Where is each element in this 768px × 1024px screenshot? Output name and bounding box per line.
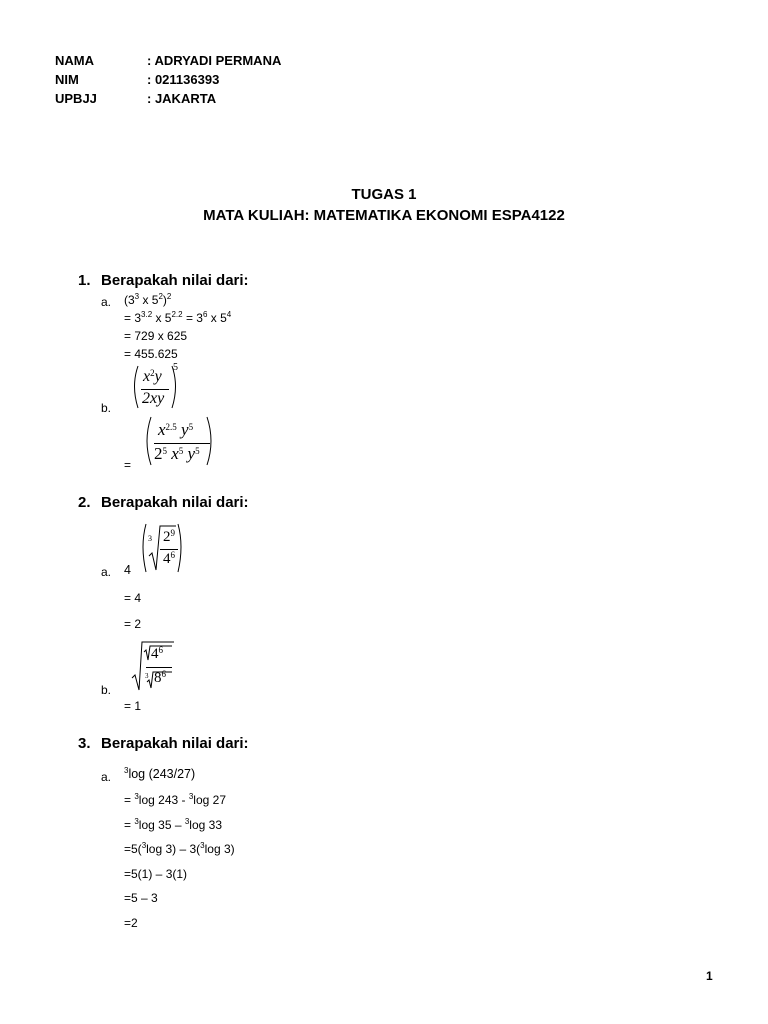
q2-b-line2: = 1 — [124, 699, 142, 713]
q3-heading: Berapakah nilai dari: — [101, 735, 249, 752]
q1-a-line1: ($3^3$ x $5^2)^2$ — [124, 292, 172, 307]
q1-b2-numerator: $x^{2.5}$ $y^5$ — [158, 420, 194, 439]
q2-a-denominator: $4^6$ — [163, 550, 175, 567]
q1-b-denominator: 2xy — [142, 390, 165, 407]
page-number: 1 — [706, 969, 713, 983]
q1-b2-denominator: $2^5$ $x^5$ $y^5$ — [154, 444, 200, 463]
q3-a-line5: =5(1) – 3(1) — [124, 867, 188, 881]
upbjj-value: : JAKARTA — [147, 91, 217, 106]
q1-a-line2: = $3^{3.2}$ x $5^{2.2} = 3^6$ x $5^4$ — [124, 310, 232, 325]
q1-a-line4: = 455.625 — [124, 347, 178, 361]
q2-a-label: a. — [101, 565, 112, 579]
q3-a-label: a. — [101, 770, 112, 784]
nim-label: NIM — [55, 72, 79, 87]
nama-label: NAMA — [55, 53, 94, 68]
q3-a-line3: = $^3$log 35 – $^3$log 33 — [124, 817, 222, 832]
q2-heading: Berapakah nilai dari: — [101, 494, 249, 511]
q2-b-numerator: $4^6$ — [151, 645, 163, 662]
q3-a-line1: $^3$log (243/27) — [124, 766, 196, 781]
q2-number: 2. — [78, 494, 91, 511]
upbjj-label: UPBJJ — [55, 91, 97, 106]
q1-a-label: a. — [101, 295, 112, 309]
q2-a-coefficient: 4 — [124, 563, 131, 577]
q2-b-root-index: 3 — [145, 672, 149, 680]
q1-number: 1. — [78, 272, 91, 289]
q2-b-label: b. — [101, 683, 112, 697]
q2-a-line3: = 2 — [124, 617, 142, 631]
q2-a-line2: = 4 — [124, 591, 142, 605]
q1-b2-equals: = — [124, 458, 132, 472]
q3-a-line2: = $^3$log 243 - $^3$log 27 — [124, 792, 226, 807]
q1-b-numerator: $x^2y$ — [143, 368, 162, 385]
q2-a-fraction-bar — [160, 549, 178, 550]
q2-b-denominator: $8^6$ — [154, 669, 166, 686]
q1-a-line3: = 729 x 625 — [124, 329, 188, 343]
q2-a-numerator: $2^9$ — [163, 528, 175, 545]
nama-value: : ADRYADI PERMANA — [147, 53, 282, 68]
q3-a-line6: =5 – 3 — [124, 891, 158, 905]
q1-heading: Berapakah nilai dari: — [101, 272, 249, 289]
nim-value: : 021136393 — [147, 72, 220, 87]
q1-b-outer-exponent: 5 — [173, 362, 178, 373]
q3-a-line4: =5($^3$log 3) – 3($^3$log 3) — [124, 841, 235, 856]
q1-b-label: b. — [101, 401, 112, 415]
q3-number: 3. — [78, 735, 91, 752]
q2-a-root-index: 3 — [148, 534, 152, 543]
q2-b-fraction-bar — [146, 667, 172, 668]
title-tugas: TUGAS 1 — [351, 186, 417, 203]
title-course: MATA KULIAH: MATEMATIKA EKONOMI ESPA4122 — [203, 207, 565, 224]
q3-a-line7: =2 — [124, 916, 138, 930]
